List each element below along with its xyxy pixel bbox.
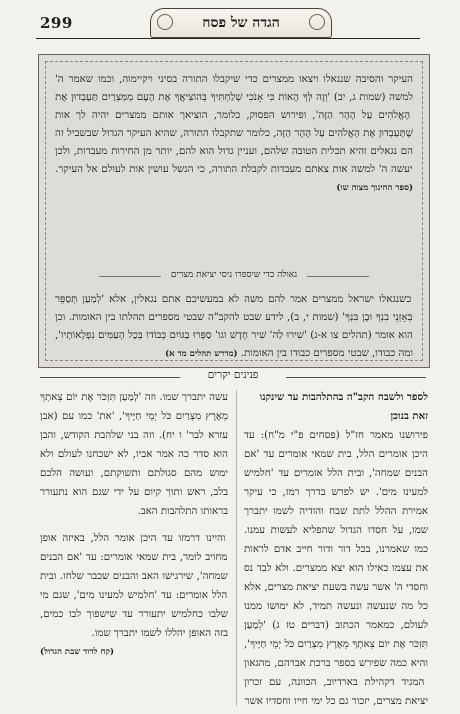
text-line: הגדול שהפליא לעשות עמנו. כמו שאמרנו, בכל: [244, 525, 428, 555]
box-source-1: (ספר החינוך מצוה שו): [336, 183, 413, 193]
text-line: מחויב לומר, בית שמאי אומרים: עד 'אם הבנים: [40, 552, 228, 563]
right-column-text: [244, 426, 428, 711]
left-column-paragraph-2: [40, 529, 228, 643]
text-line: מים'. יש לפרש בדרך רמז, כי עיקר אמירת ההלל: [244, 487, 428, 517]
text-line: הלל אומרים: עד 'חלמיש למעינו מים', שגם מי: [40, 590, 228, 601]
section-banner: [40, 370, 426, 384]
text-line: מהגאון המגיד דקהילת בארדיוב, הכוונה, עם זכרון: [244, 658, 425, 688]
running-header-title: הגדה של פסח: [202, 14, 280, 31]
column-separator: [236, 390, 237, 706]
text-line: האופן יהללו לשמו יתברך שמו.: [91, 628, 212, 639]
text-line: תמיד, לא ימושו ממנו לעולם, כמאמר הכתוב (דברים: [244, 601, 428, 631]
box-line: בְּאָזְנֵי בִנְךָ וּבֶן בִּנְךָ' (שמות י, ב), לידע שבט להקב"ה שבטי מספרים תהלתו בין האומות. וכן: [55, 312, 413, 323]
box-line: כשנגאלו ישראל ממצרים אמר להם משה לא במעשיכם אתם נגאלין, אלא 'לְמַעַן תְּסַפֵּר: [55, 294, 412, 305]
text-line: יציאת מצרים, יזכור גם כל ימי חייו וחסדיו אשר: [244, 696, 428, 707]
box-line: הוא אומר (תהלים צו א-ג) 'שִׁירוּ לַה' שִׁיר חָדָשׁ וגו' סַפְּרוּ בַגּוֹיִם כְּבוֹדוֹ בְּכָל הָעַמִּים נִפְלְאוֹתָיו',: [55, 330, 413, 341]
banner-rule-right: [286, 377, 426, 378]
running-header: [150, 8, 332, 38]
right-column-heading: לספר ולשבח הקב"ה בהתלהבות עד שינקנו זאת בנוכן: [259, 391, 428, 422]
box-line: שֶׁתַּעַבְדוּן אֶת הָאֱלֹהִים עַל הָהָר הַזֶּה, כלומר שתקבלו התורה, שהיא העיקר הגדול שבשביל: [63, 128, 413, 139]
text-line: שמחה', שירגישו האב והבנים שכבר שלחו. ובית: [40, 571, 228, 582]
left-column-source: (קח לדוד שבת הגדול): [40, 647, 115, 657]
text-line: דור ודור חייב אדם לראות את עצמו כאילו הוא: [244, 544, 428, 574]
box-line: אֶת הָאֱלֹהִים עַל הָהָר הַזֶּה', ופירוש הפסוק, כלומר, הוציאך אותם ממצרים יהיה לך אות: [55, 92, 411, 121]
text-line: אומרים הלל, בית שמאי אומרים עד 'אם הבנים: [244, 449, 428, 479]
text-line: סדר כה אמר אביו, לא ישכחנו לעולם ולא ימוש: [40, 449, 228, 479]
text-line: (אבן עזרא לבר' ו יח). וזה בני שלהבת הקודש, והבן הוא: [40, 411, 228, 460]
text-line: ותוך קיום על ידי שגם הוא נתעורר בראותו התלהבות האב.: [40, 487, 228, 517]
box-paragraph-2: [55, 291, 413, 363]
right-column: [244, 388, 428, 711]
text-line: בשעת יציאת מצרים, אלא כל מה שנעשה ונעשה: [244, 582, 428, 612]
header-rule: [36, 38, 420, 39]
text-line: טז ג) 'לְמַעַן תִּזְכֹּר אֶת יוֹם צֵאתְךָ מֵאֶרֶץ מִצְרַיִם כֹּל: [244, 620, 428, 650]
text-line: עשה יתברך שמו. וזה 'לְמַעַן תִּזְכֹּר אֶת יוֹם: [62, 392, 228, 403]
text-line: והיינו דרמזו עד היכן אומר הלל, באיזה אופן: [40, 533, 226, 544]
banner-rule-left: [40, 377, 180, 378]
box-divider: [99, 270, 369, 280]
page-number: 299: [40, 14, 73, 32]
text-line: מהם סגולתם ותשוקתם, ועושה הלכם בלב, ראש: [40, 468, 228, 498]
text-line: יצא ממצרים. ולא לבד נס וחסדי ה' אשר עשה: [244, 563, 428, 593]
text-line: שמחה', ובית הלל אומרים עד 'חלמיש למעינו: [244, 468, 428, 498]
box-divider-label: גאולה כדי שיספרו ניסי יציאת מצרים: [161, 269, 307, 280]
text-line: שלבו כחלמיש יתעורר עד שישפוך לבו כמים, בזה: [40, 609, 228, 639]
box-line: ומה כבודו, שבטי מספרים כבודו בין האומות.: [237, 348, 413, 359]
box-line: העיקר והסיבה שנגאלו ויצאו ממצרים כדי שיקבלו התורה בסיני ויקיימוה, וכמו שאמר: [63, 74, 413, 85]
paragraph-gap: [40, 521, 228, 529]
left-column-paragraph-1: [40, 388, 228, 521]
box-line: ה' למשה (שמות ג, יב) 'וְזֶה לְּךָ הָאוֹת כִּי אָנֹכִי שְׁלַחְתִּיךָ בְּהוֹצִיאֲךָ אֶת הָעָם מִמִּצְרַיִם תַּעַבְדוּן: [55, 74, 413, 103]
box-line: זה הם נגאלים והיא תכלית הטובה שלהם, ועניין גדול הוא להם, יותר מן החירות מעבדות,: [55, 128, 413, 157]
box-line: העיקר.: [55, 164, 83, 175]
box-source-2: (מדרש תהלים מד א): [165, 349, 238, 359]
left-column: [40, 388, 228, 662]
text-line: פירושנו מאמר חז"ל (פסחים פ"י מ"ח): עד היכן: [244, 430, 428, 460]
sidebar-box: [38, 54, 430, 368]
text-line: לתת שבח והודיה לשמו יתברך שמו, על חסדו: [244, 506, 428, 536]
text-line: צֵאתְךָ מֵאֶרֶץ מִצְרַיִם כֹּל יְמֵי חַיֶּיךָ', 'את' כמו עם: [40, 392, 228, 422]
banner-title: פנינים יקרים: [207, 369, 259, 381]
box-line: ולכן יעשה ה' למשה אות צאתם מעבדות לקבלת התורה, כי הנשל עושין אות לעולם אל: [55, 146, 413, 175]
box-paragraph-1: [55, 71, 413, 197]
text-line: יְמֵי חַיֶּיךָ', והיא כמה שפירש בספר ברכת אברהם,: [244, 639, 428, 669]
